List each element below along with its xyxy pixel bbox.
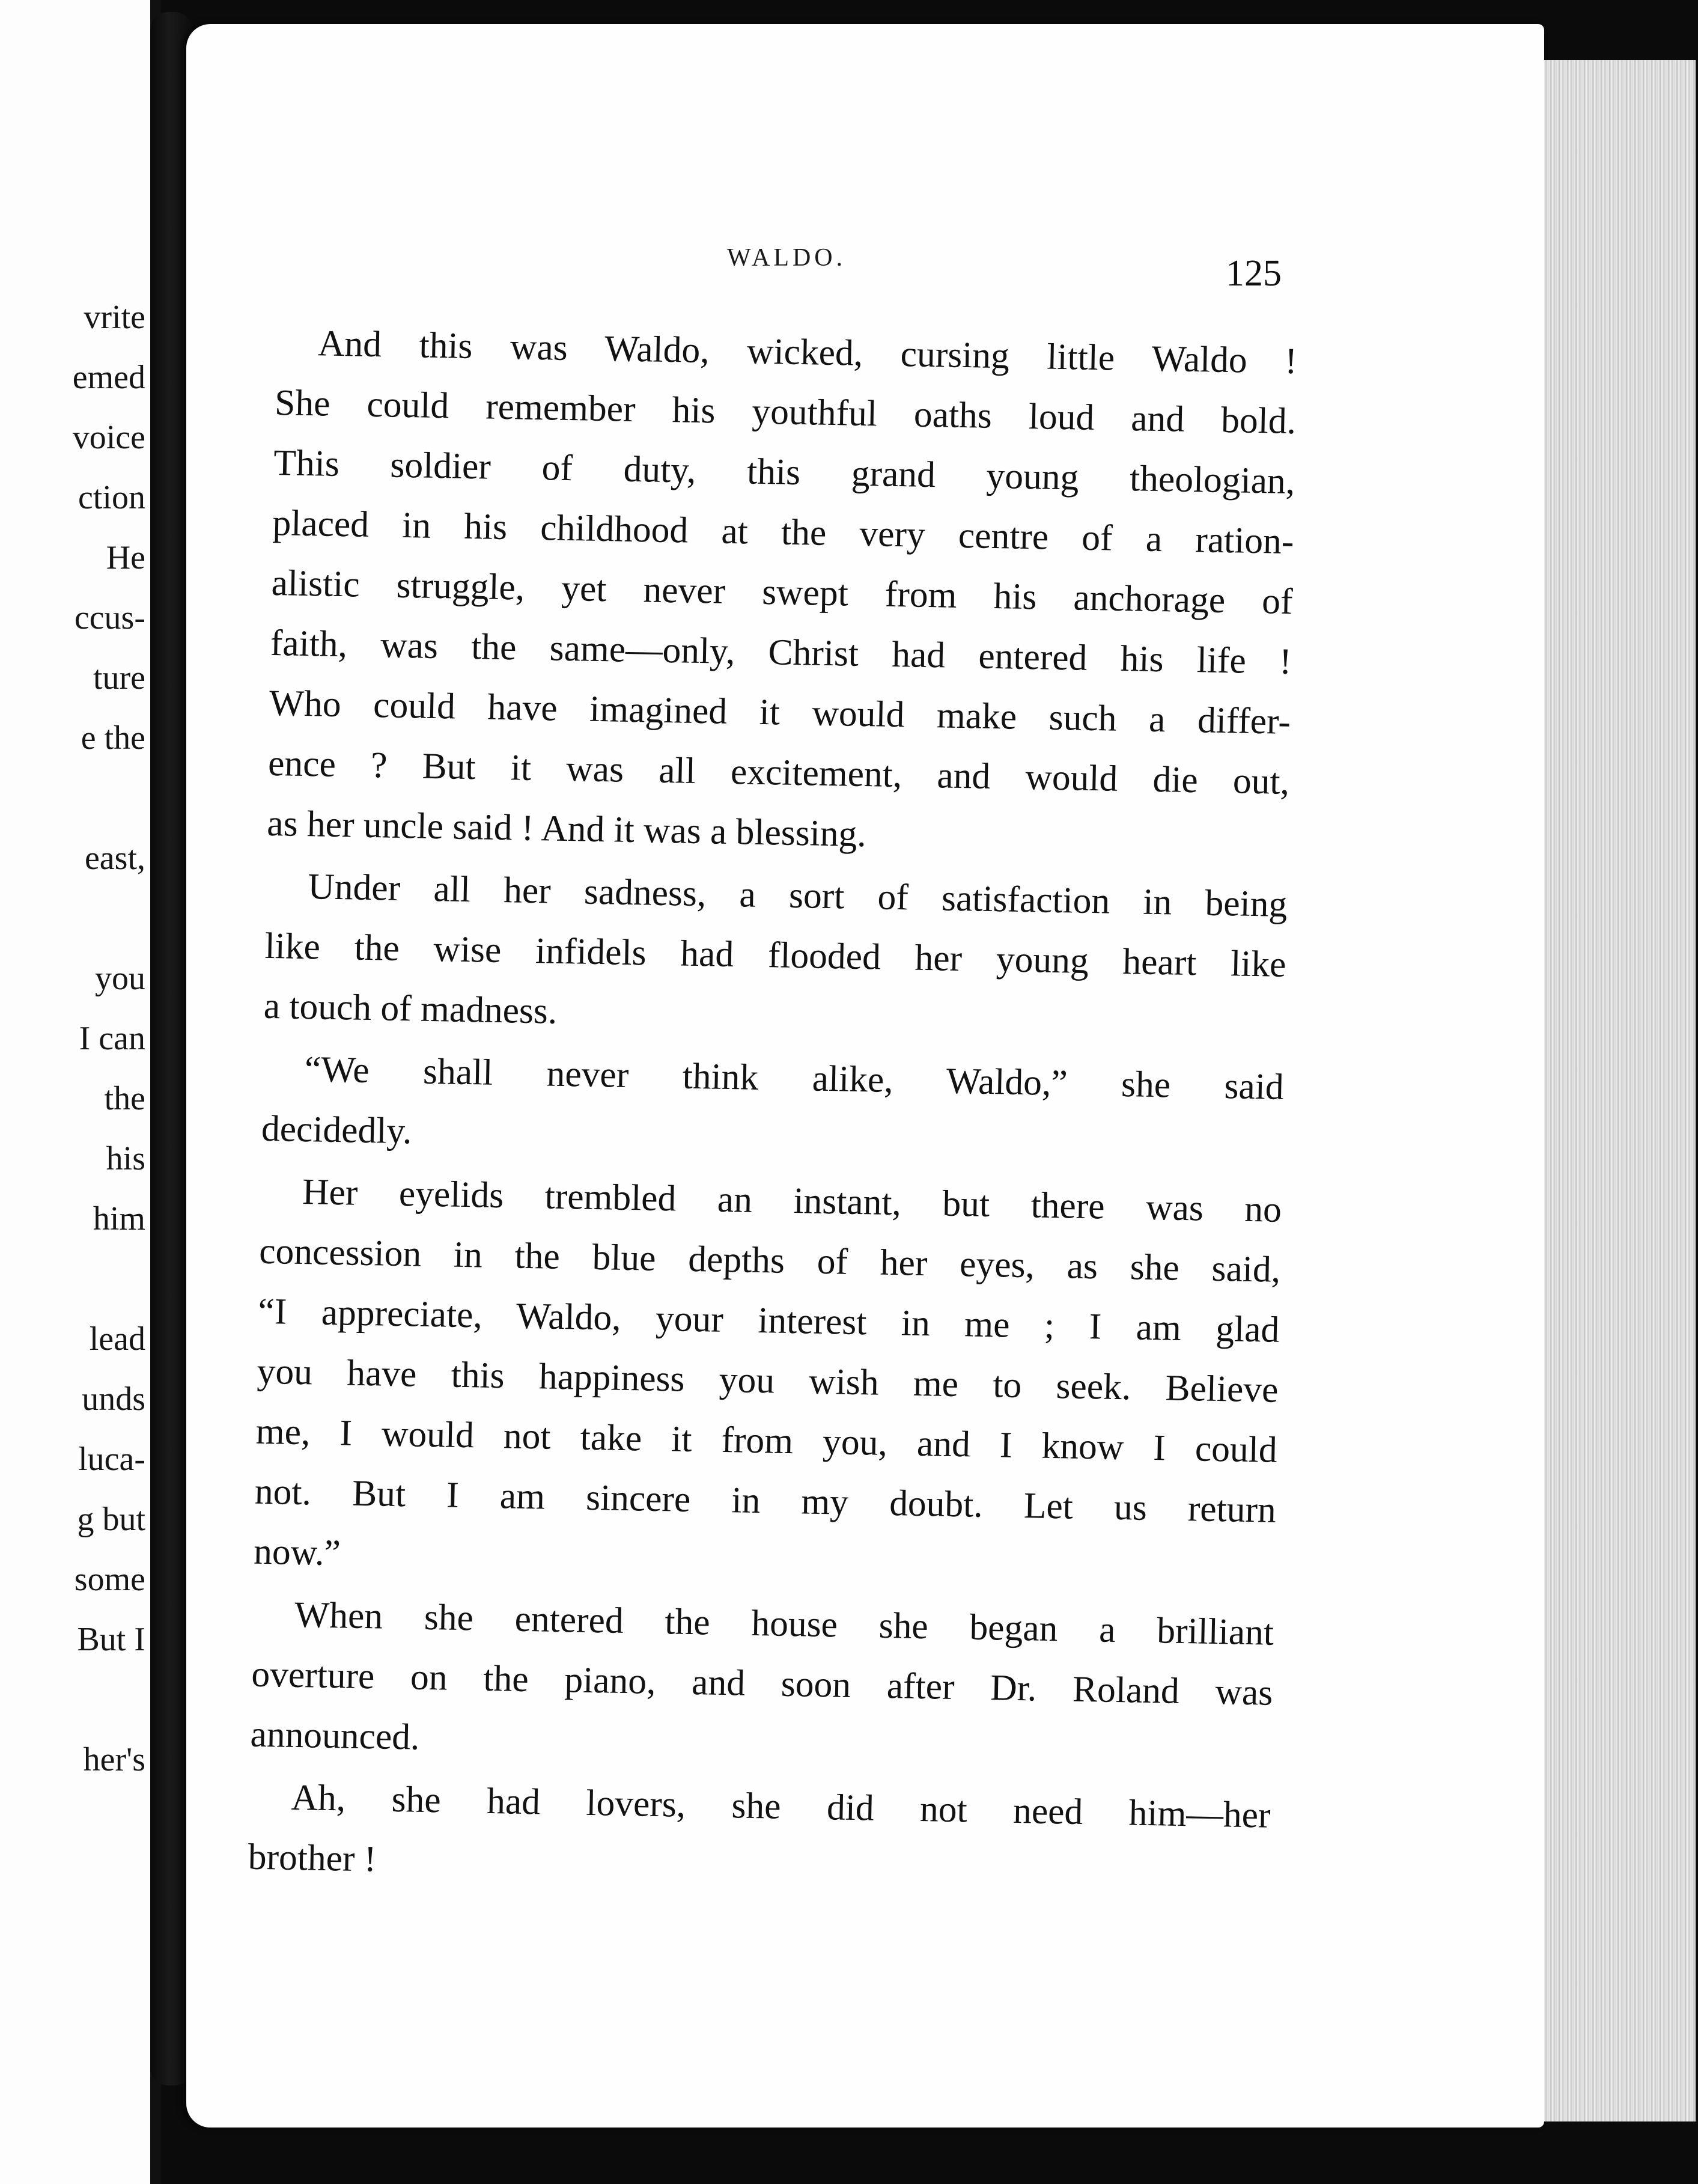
paragraph	[250, 1584, 1274, 1783]
text-line: This soldier of duty, this grand young theologian,	[273, 442, 1295, 502]
page-edges-stack	[1538, 60, 1696, 2121]
text-line: not. But I am sincere in my doubt. Let us return	[254, 1471, 1277, 1531]
text-line: And this was Waldo, wicked, cursing little Waldo !	[317, 323, 1298, 382]
paragraph	[267, 313, 1298, 872]
left-page-fragment: his	[106, 1140, 145, 1177]
text-line: like the wise infidels had flooded her young heart like	[264, 925, 1287, 985]
left-page-fragment: the	[104, 1080, 145, 1117]
left-page-fragment: unds	[82, 1380, 145, 1418]
text-line: She could remember his youthful oaths loud and bold.	[274, 382, 1297, 442]
running-head: WALDO.	[727, 244, 847, 272]
text-line: you have this happiness you wish me to seek. Believe	[257, 1350, 1279, 1411]
text-line: Her eyelids trembled an instant, but there was no	[302, 1171, 1282, 1230]
text-line: Under all her sadness, a sort of satisfaction in being	[307, 866, 1288, 925]
paragraph	[248, 1767, 1271, 1906]
text-line: concession in the blue depths of her eyes, as she said,	[258, 1230, 1281, 1290]
left-page-fragment: vrite	[84, 299, 145, 336]
left-page-fragment: ction	[78, 479, 145, 516]
left-page-fragment: e the	[81, 719, 145, 757]
text-line: alistic struggle, yet never swept from his anchorage of	[271, 562, 1294, 623]
body-text	[248, 313, 1298, 1908]
paragraph	[253, 1161, 1282, 1600]
text-line: a touch of madness.	[263, 985, 558, 1032]
text-line: me, I would not take it from you, and I know I could	[255, 1411, 1278, 1471]
text-line: now.”	[253, 1531, 341, 1574]
left-page-fragment: ture	[93, 659, 145, 697]
text-line: faith, was the same—only, Christ had entered his life !	[270, 622, 1292, 683]
left-page-fragment: her's	[83, 1741, 145, 1778]
text-line: overture on the piano, and soon after Dr. Roland was	[251, 1653, 1273, 1713]
paragraph	[263, 856, 1288, 1055]
text-line: Ah, she had lovers, she did not need him—her	[291, 1777, 1271, 1836]
left-page-fragment: But I	[77, 1621, 145, 1658]
left-page-fragment: east,	[84, 840, 145, 877]
text-line: “We shall never think alike, Waldo,” she said	[304, 1049, 1285, 1108]
left-page-fragment: He	[106, 539, 145, 576]
left-page-fragment: voice	[72, 419, 145, 456]
text-line: as her uncle said ! And it was a blessing.	[266, 802, 867, 855]
text-line: placed in his childhood at the very centre of a ration-	[272, 502, 1294, 563]
left-page-fragment: some	[74, 1561, 145, 1598]
left-page-fragment: you	[95, 960, 145, 997]
text-line: brother !	[248, 1836, 377, 1880]
text-line: decidedly.	[261, 1108, 413, 1152]
text-line: announced.	[250, 1713, 420, 1758]
page-number: 125	[1226, 253, 1282, 294]
left-page-fragment: g but	[77, 1501, 145, 1538]
left-facing-page	[0, 0, 161, 2184]
text-line: When she entered the house she began a brilliant	[294, 1594, 1274, 1653]
paragraph	[261, 1039, 1284, 1177]
left-page-fragment: him	[93, 1200, 145, 1237]
text-line: ence ? But it was all excitement, and would die out,	[267, 742, 1290, 803]
left-page-fragment: ccus-	[74, 599, 145, 636]
left-page-fragment: I can	[79, 1020, 145, 1057]
text-line: “I appreciate, Waldo, your interest in me ; I am glad	[257, 1290, 1280, 1350]
left-page-fragment: lead	[89, 1320, 145, 1358]
left-page-fragment: emed	[72, 359, 145, 396]
main-page	[186, 24, 1544, 2128]
text-line: Who could have imagined it would make such a differ-	[269, 682, 1291, 743]
left-page-fragment: luca-	[78, 1441, 145, 1478]
